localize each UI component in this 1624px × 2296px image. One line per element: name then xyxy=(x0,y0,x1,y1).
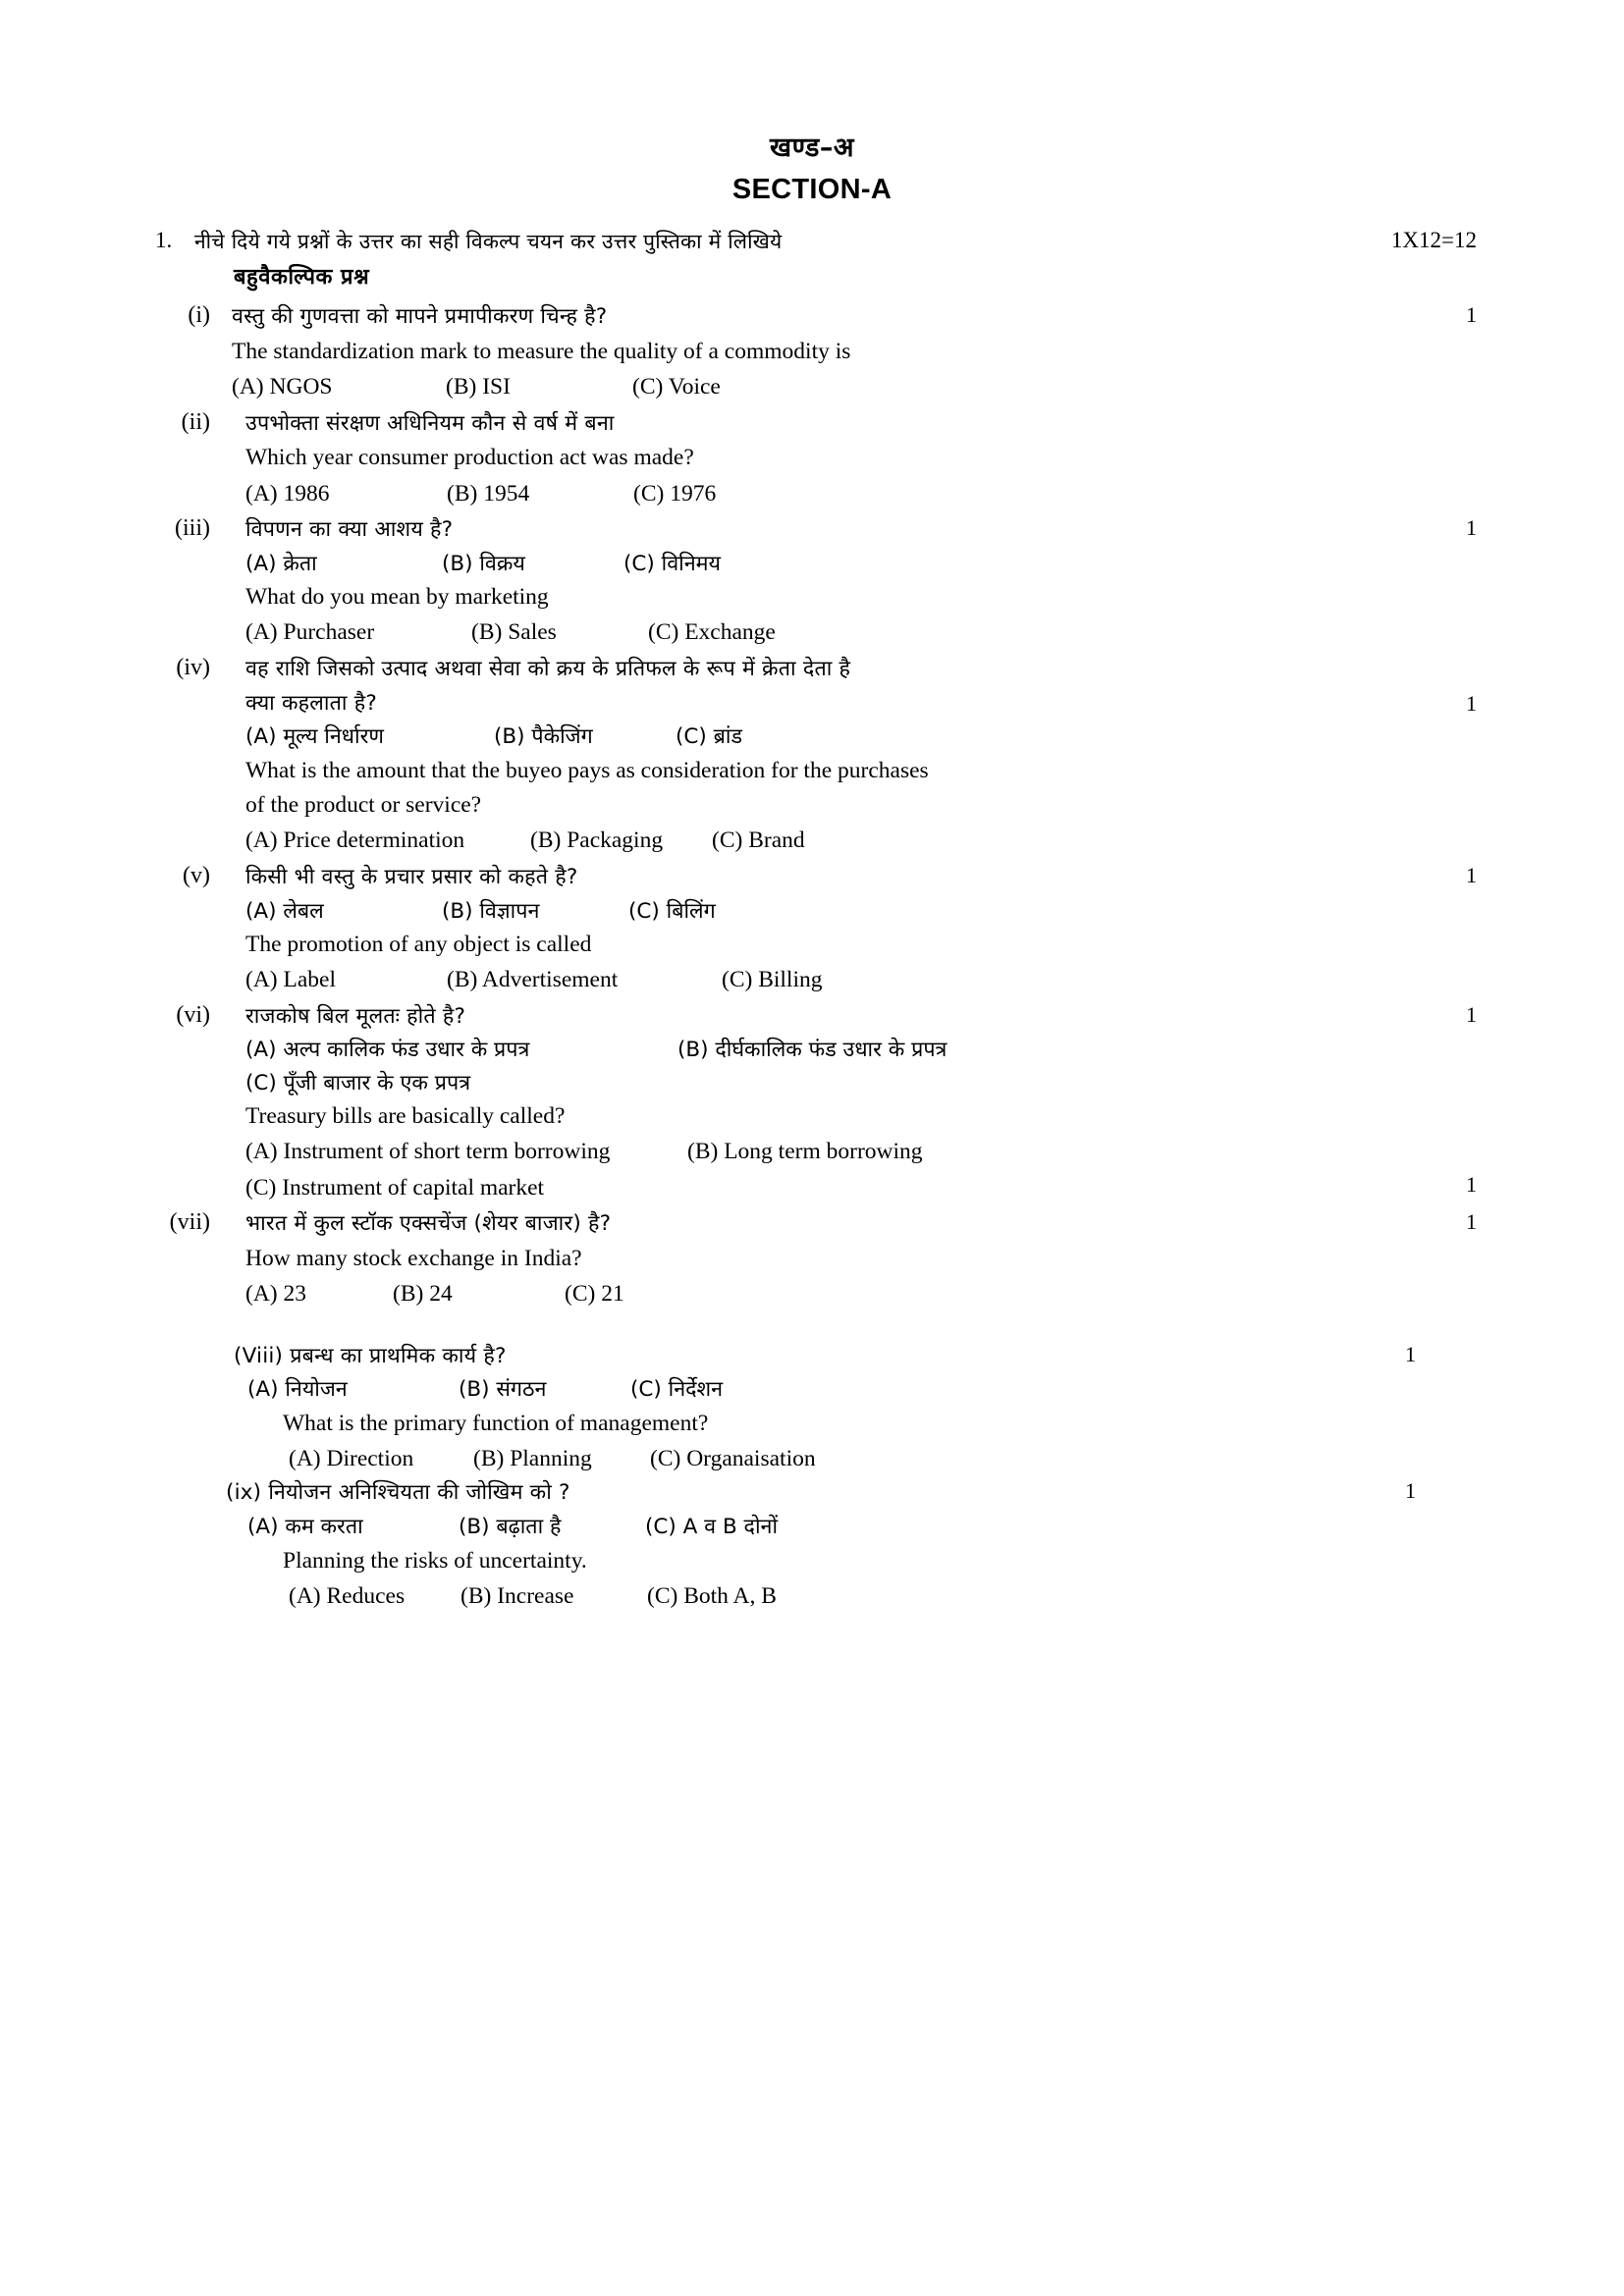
question-item xyxy=(147,653,1477,859)
options-hindi xyxy=(245,548,1477,580)
option-c: (C) ब्रांड xyxy=(676,724,742,750)
options-hindi-line1 xyxy=(245,1034,1477,1066)
option-c: (C) 21 xyxy=(565,1281,624,1308)
question-text-hindi-body: नियोजन अनिश्चियता की जोखिम को ? xyxy=(268,1480,570,1506)
question-item xyxy=(147,1000,1477,1206)
option-a: (A) नियोजन xyxy=(247,1377,348,1403)
question-text-english: Which year consumer production act was made? xyxy=(245,445,694,471)
options-hindi xyxy=(234,1373,1477,1406)
option-a: (A) 23 xyxy=(245,1281,306,1308)
question-text-english: Planning the risks of uncertainty. xyxy=(283,1547,587,1574)
options-english xyxy=(245,1276,1477,1311)
question-text-english: What is the primary function of management? xyxy=(283,1410,709,1436)
instruction-text: नीचे दिये गये प्रश्नों के उत्तर का सही विकल्प चयन कर उत्तर पुस्तिका में लिखिये xyxy=(194,230,783,253)
question-body xyxy=(232,1207,1477,1312)
option-c: (C) 1976 xyxy=(633,480,717,507)
option-b: (B) 24 xyxy=(393,1281,453,1308)
option-b: (B) विज्ञापन xyxy=(442,898,540,924)
option-a: (A) लेबल xyxy=(245,898,324,924)
question-text-english: Treasury bills are basically called? xyxy=(245,1102,566,1129)
option-b: (B) Packaging xyxy=(530,828,664,854)
mcq-subheading: बहुवैकल्पिक प्रश्न xyxy=(234,265,370,290)
question-text-hindi: विपणन का क्या आशय है? xyxy=(245,517,454,542)
option-b: (B) Planning xyxy=(473,1445,592,1471)
option-a: (A) Reduces xyxy=(289,1582,406,1609)
question-text-hindi: किसी भी वस्तु के प्रचार प्रसार को कहते है? xyxy=(245,864,578,889)
option-a: (A) Purchaser xyxy=(245,619,375,646)
question-mark: 1 xyxy=(1466,1001,1477,1027)
question-body xyxy=(232,861,1477,998)
option-c: (C) Organaisation xyxy=(650,1445,816,1471)
question-item xyxy=(147,861,1477,998)
question-mark: 1 xyxy=(1466,515,1477,540)
options-english xyxy=(232,369,1477,404)
question-label: (vi) xyxy=(176,1001,210,1028)
option-a: (A) क्रेता xyxy=(245,551,317,576)
option-c: (C) विनिमय xyxy=(623,551,721,576)
option-a: (A) Label xyxy=(245,967,336,993)
option-a: (A) NGOS xyxy=(232,374,333,400)
option-a: (A) Price determination xyxy=(245,828,465,854)
question-item xyxy=(147,300,1477,405)
question-body xyxy=(232,407,1477,512)
question-label: (ix) xyxy=(226,1480,262,1506)
question-label: (v) xyxy=(183,862,210,888)
option-b: (B) Sales xyxy=(471,619,557,646)
question-text-hindi-line1: वह राशि जिसको उत्पाद अथवा सेवा को क्रय के प्रतिफल के रूप में क्रेता देता है xyxy=(245,656,851,681)
question-body xyxy=(232,513,1477,651)
options-hindi xyxy=(245,721,1477,753)
option-c: (C) Exchange xyxy=(648,619,776,646)
option-a: (A) कम करता xyxy=(247,1515,363,1540)
question-text-english: The promotion of any object is called xyxy=(245,931,592,957)
option-b: (B) संगठन xyxy=(459,1377,547,1403)
question-text-english: The standardization mark to measure the quality of a commodity is xyxy=(232,338,851,364)
question-mark: 1 xyxy=(1405,1341,1416,1366)
options-english xyxy=(245,614,1477,650)
option-b: (B) दीर्घकालिक फंड उधार के प्रपत्र xyxy=(677,1038,947,1063)
question-mark-secondary: 1 xyxy=(1466,1171,1477,1197)
option-b: (B) विक्रय xyxy=(442,551,525,576)
option-c: (C) निर्देशन xyxy=(630,1377,724,1403)
question-body xyxy=(232,1000,1477,1206)
question-text-english: How many stock exchange in India? xyxy=(245,1245,582,1271)
section-heading-english: SECTION-A xyxy=(731,174,893,205)
option-b: (B) बढ़ाता है xyxy=(459,1515,562,1540)
question-mark: 1 xyxy=(1405,1478,1416,1504)
option-c: (C) Brand xyxy=(712,828,805,854)
question-body xyxy=(232,653,1477,859)
options-hindi-line2 xyxy=(245,1067,1477,1099)
option-c: (C) Billing xyxy=(722,967,823,993)
option-c: (C) Both A, B xyxy=(647,1582,777,1609)
question-mark: 1 xyxy=(1466,690,1477,716)
question-text-hindi xyxy=(226,1476,1477,1511)
question-text-english-line2: of the product or service? xyxy=(245,792,482,819)
question-label: (ii) xyxy=(181,408,210,435)
option-a: (A) 1986 xyxy=(245,480,330,507)
question-item xyxy=(226,1476,1477,1614)
option-a: (A) Direction xyxy=(289,1445,414,1471)
question-mark: 1 xyxy=(1466,302,1477,327)
question-text-hindi: भारत में कुल स्टॉक एक्सचेंज (शेयर बाजार) है? xyxy=(245,1211,612,1237)
option-c: (C) बिलिंग xyxy=(628,898,716,924)
question-body xyxy=(232,300,1477,405)
section-heading-hindi: खण्ड–अ xyxy=(770,133,854,163)
option-b: (B) Long term borrowing xyxy=(687,1139,923,1165)
instruction-marks: 1X12=12 xyxy=(1390,228,1477,252)
question-text-hindi-line2: क्या कहलाता है? xyxy=(245,690,377,716)
question-label: (vii) xyxy=(169,1209,210,1236)
question-text-hindi-body: प्रबन्ध का प्राथमिक कार्य है? xyxy=(290,1343,507,1368)
options-hindi xyxy=(234,1511,1477,1543)
instruction-number: 1. xyxy=(155,228,173,252)
option-b: (B) पैकेजिंग xyxy=(494,724,593,750)
question-text-hindi: वस्तु की गुणवत्ता को मापने प्रमापीकरण चिन्ह है? xyxy=(232,304,608,329)
question-text-english: What do you mean by marketing xyxy=(245,584,549,611)
options-english xyxy=(245,476,1477,511)
question-text-hindi xyxy=(234,1340,1477,1374)
option-b: (B) Increase xyxy=(460,1582,574,1609)
option-b: (B) Advertisement xyxy=(447,967,619,993)
question-item xyxy=(147,513,1477,651)
option-c: (C) पूँजी बाजार के एक प्रपत्र xyxy=(245,1070,471,1095)
options-english-line1 xyxy=(245,1134,1477,1169)
question-label: (i) xyxy=(188,302,210,328)
question-text-hindi: राजकोष बिल मूलतः होते है? xyxy=(245,1003,466,1029)
option-c: (C) Instrument of capital market xyxy=(245,1174,545,1201)
question-label: (iv) xyxy=(176,654,210,680)
instruction-row xyxy=(147,228,1477,255)
question-item xyxy=(147,1207,1477,1312)
option-a: (A) मूल्य निर्धारण xyxy=(245,724,384,750)
question-label: (Viii) xyxy=(234,1343,284,1368)
question-text-english-line1: What is the amount that the buyeo pays as consideration for the purchases xyxy=(245,757,929,783)
option-b: (B) 1954 xyxy=(447,480,530,507)
question-label: (iii) xyxy=(175,515,210,541)
question-mark: 1 xyxy=(1466,862,1477,887)
options-hindi xyxy=(245,895,1477,928)
question-text-hindi: उपभोक्ता संरक्षण अधिनियम कौन से वर्ष में बना xyxy=(245,410,615,436)
options-english xyxy=(245,962,1477,997)
question-mark: 1 xyxy=(1466,1209,1477,1235)
question-item xyxy=(234,1340,1477,1477)
option-a: (A) अल्प कालिक फंड उधार के प्रपत्र xyxy=(245,1038,530,1063)
option-c: (C) A व B दोनों xyxy=(645,1515,779,1540)
option-c: (C) Voice xyxy=(632,374,721,400)
options-english-line2 xyxy=(245,1170,1477,1205)
question-item xyxy=(147,407,1477,512)
option-b: (B) ISI xyxy=(446,374,511,400)
options-english xyxy=(245,823,1477,858)
option-a: (A) Instrument of short term borrowing xyxy=(245,1139,611,1165)
options-english xyxy=(234,1441,1477,1476)
options-english xyxy=(234,1578,1477,1614)
